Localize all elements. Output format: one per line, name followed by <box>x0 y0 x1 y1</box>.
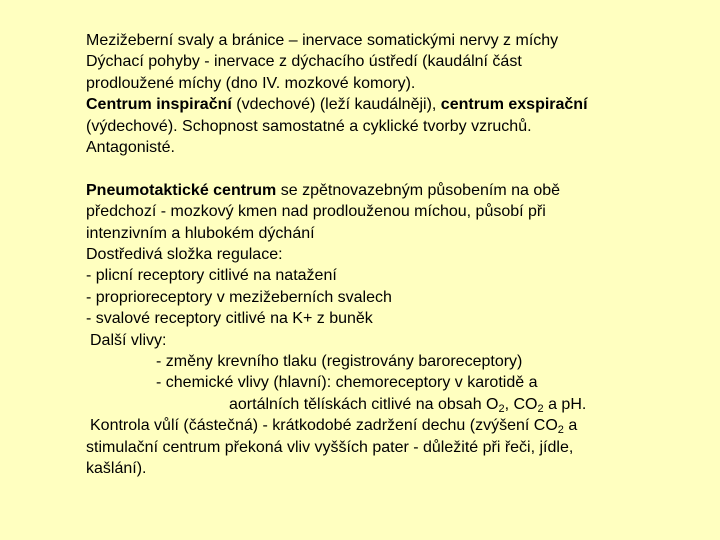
text-span: a pH. <box>543 395 587 413</box>
text-line <box>86 94 706 115</box>
text-span: a <box>563 417 578 435</box>
list-item: - změny krevního tlaku (registrovány baroreceptory) <box>156 353 523 371</box>
text-span: aortálních tělískách citlivé na obsah O <box>229 395 499 413</box>
text-line: Dýchací pohyby - inervace z dýchacího ústředí (kaudální část <box>86 53 522 71</box>
text-line <box>86 415 706 436</box>
subscript: 2 <box>537 402 544 415</box>
text-line <box>86 394 706 415</box>
text-span: , CO <box>504 395 538 413</box>
subscript: 2 <box>557 424 564 437</box>
text-line: intenzivním a hlubokém dýchání <box>86 224 315 242</box>
list-item: - svalové receptory citlivé na K+ z buněk <box>86 310 373 328</box>
text-line: Mezižeberní svaly a bránice – inervace somatickými nervy z míchy <box>86 32 559 49</box>
bold-term: Pneumotaktické centrum <box>86 181 277 199</box>
text-span: (vdechové) (leží kaudálněji), <box>231 96 441 114</box>
text-line: prodloužené míchy (dno IV. mozkové komory). <box>86 74 416 92</box>
list-item: - plicní receptory citlivé na natažení <box>86 267 337 285</box>
text-line: Antagonisté. <box>86 139 175 157</box>
text-line: předchozí - mozkový kmen nad prodlouženou míchou, působí při <box>86 203 546 221</box>
text-line: kašlání). <box>86 460 147 478</box>
text-line: Další vlivy: <box>90 331 167 349</box>
list-item: - proprioreceptory v mezižeberních svalech <box>86 288 392 306</box>
text-line: stimulační centrum překoná vliv vyšších pater - důležité při řeči, jídle, <box>86 438 574 456</box>
text-line: Dostředivá složka regulace: <box>86 246 283 264</box>
subscript: 2 <box>498 402 505 415</box>
text-span: se zpětnovazebným působením na obě <box>276 181 561 199</box>
slide-text <box>86 30 706 480</box>
paragraph-gap <box>86 158 706 179</box>
list-item: - chemické vlivy (hlavní): chemoreceptory v karotidě a <box>156 374 538 392</box>
bold-term: centrum exspirační <box>440 96 588 114</box>
bold-term: Centrum inspirační <box>86 96 232 114</box>
text-line <box>86 180 706 201</box>
text-line: (výdechové). Schopnost samostatné a cyklické tvorby vzruchů. <box>86 117 532 135</box>
text-span: Kontrola vůlí (částečná) - krátkodobé zadržení dechu (zvýšení CO <box>90 417 558 435</box>
